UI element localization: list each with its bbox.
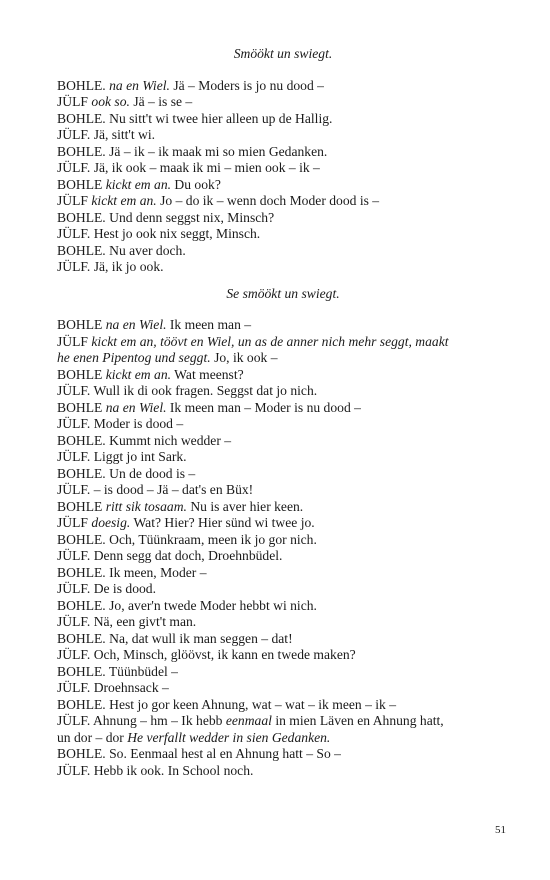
dialogue-line [57, 697, 509, 714]
stage-direction-inline: eenmaal [225, 713, 272, 728]
speaker-name: BOHLE [57, 317, 103, 332]
page-number: 51 [495, 824, 506, 836]
dialogue-line [57, 515, 509, 532]
speaker-name: JÜLF [57, 94, 88, 109]
dialogue-line [57, 598, 509, 615]
dialogue-line [57, 383, 509, 400]
dialogue-line [57, 94, 509, 111]
dialogue-text: Droehnsack – [93, 680, 169, 695]
text-column [57, 46, 509, 779]
dialogue-text: Moder is dood – [93, 416, 184, 431]
stage-direction-inline: na en Wiel. [105, 399, 167, 415]
speaker-name: BOHLE. [57, 630, 106, 646]
speaker-name: BOHLE. [57, 209, 106, 225]
dialogue-line [57, 210, 509, 227]
dialogue-section-2 [57, 317, 509, 779]
dialogue-text: Na, dat wull ik man seggen – dat! [109, 630, 293, 646]
speaker-name: BOHLE. [57, 746, 106, 761]
stage-direction-inline: kickt em an, töövt en Wiel, un as de anner nich mehr seggt, maakt [91, 333, 449, 349]
speaker-name: JÜLF [57, 193, 88, 208]
speaker-name: JÜLF. [57, 548, 91, 563]
dialogue-text: Du ook? [174, 176, 221, 192]
stage-direction-inline: kickt em an. [105, 366, 172, 382]
dialogue-line [57, 631, 509, 648]
speaker-name: BOHLE. [57, 110, 106, 126]
stage-direction: Se smöökt un swiegt. [226, 285, 340, 301]
dialogue-line [57, 466, 509, 483]
dialogue-text: in mien Läven en Ahnung hatt, [275, 713, 444, 728]
dialogue-line [57, 334, 509, 351]
dialogue-text: Jä, ik jo ook. [93, 259, 164, 274]
speaker-name: BOHLE. [57, 564, 106, 580]
dialogue-text: Jä, sitt't wi. [93, 127, 156, 142]
dialogue-line [57, 160, 509, 177]
dialogue-line [57, 647, 509, 664]
dialogue-line [57, 177, 509, 194]
dialogue-text: Och, Tüünkraam, meen ik jo gor nich. [109, 531, 317, 547]
stage-direction-inline: he enen Pipentog und seggt. [57, 350, 211, 365]
dialogue-line [57, 400, 509, 417]
speaker-name: JÜLF [57, 333, 88, 349]
dialogue-line [57, 226, 509, 243]
dialogue-line [57, 433, 509, 450]
dialogue-line [57, 350, 509, 367]
dialogue-text: Nä, een givt't man. [93, 614, 197, 629]
speaker-name: BOHLE [57, 366, 103, 382]
speaker-name: JÜLF. [57, 614, 91, 629]
dialogue-line [57, 763, 509, 780]
speaker-name: JÜLF. [57, 259, 91, 274]
speaker-name: BOHLE. [57, 77, 106, 93]
dialogue-line [57, 78, 509, 95]
speaker-name: BOHLE. [57, 696, 106, 712]
dialogue-text: Och, Minsch, glöövst, ik kann en twede maken? [93, 647, 356, 662]
speaker-name: BOHLE. [57, 242, 106, 258]
speaker-name: JÜLF. [57, 449, 91, 464]
dialogue-text: Hest jo ook nix seggt, Minsch. [93, 226, 261, 241]
dialogue-section-1 [57, 78, 509, 276]
speaker-name: BOHLE [57, 399, 103, 415]
dialogue-text: Hest jo gor keen Ahnung, wat – wat – ik meen – ik – [109, 696, 397, 712]
dialogue-line [57, 482, 509, 499]
dialogue-text: Nu sitt't wi twee hier alleen up de Hallig. [109, 110, 333, 126]
dialogue-text: Jo, aver'n twede Moder hebbt wi nich. [109, 597, 317, 613]
dialogue-text: Ahnung – hm – Ik hebb [92, 713, 223, 728]
dialogue-text: Jä – ik – ik maak mi so mien Gedanken. [109, 143, 328, 159]
dialogue-text: Ik meen man – [169, 317, 252, 332]
dialogue-line [57, 614, 509, 631]
speaker-name: JÜLF. [57, 160, 91, 175]
dialogue-line [57, 367, 509, 384]
speaker-name: JÜLF. [57, 127, 91, 142]
dialogue-line [57, 127, 509, 144]
dialogue-line [57, 193, 509, 210]
speaker-name: JÜLF. [57, 581, 91, 596]
dialogue-line [57, 713, 509, 730]
speaker-name: BOHLE. [57, 143, 106, 159]
speaker-name: JÜLF. [57, 762, 91, 778]
dialogue-text: Jä – is se – [133, 94, 193, 109]
dialogue-line [57, 317, 509, 334]
speaker-name: BOHLE. [57, 432, 106, 448]
dialogue-text: Wat? Hier? Hier sünd wi twee jo. [133, 515, 315, 530]
stage-direction-inline: ook so. [91, 94, 130, 109]
dialogue-text: – is dood – Jä – dat's en Büx! [93, 482, 254, 497]
dialogue-line [57, 111, 509, 128]
dialogue-line [57, 259, 509, 276]
dialogue-line [57, 565, 509, 582]
dialogue-text: Un de dood is – [109, 465, 196, 481]
dialogue-line [57, 532, 509, 549]
speaker-name: BOHLE. [57, 663, 106, 679]
dialogue-text: Hebb ik ook. In School noch. [93, 762, 254, 778]
dialogue-line [57, 581, 509, 598]
speaker-name: JÜLF [57, 515, 88, 530]
dialogue-line [57, 449, 509, 466]
dialogue-text: Denn segg dat doch, Droehnbüdel. [93, 548, 283, 563]
dialogue-text: Tüünbüdel – [108, 663, 178, 679]
dialogue-text: Und denn seggst nix, Minsch? [109, 209, 275, 225]
stage-direction-inline: na en Wiel. [105, 317, 167, 332]
speaker-name: JÜLF. [57, 383, 91, 398]
dialogue-line [57, 680, 509, 697]
dialogue-text: Wat meenst? [174, 366, 244, 382]
speaker-name: BOHLE. [57, 597, 106, 613]
dialogue-text: Jo, ik ook – [214, 350, 278, 365]
dialogue-text: De is dood. [93, 581, 156, 596]
stage-direction-inline: He verfallt wedder in sien Gedanken. [127, 729, 331, 745]
dialogue-text: Liggt jo int Sark. [93, 449, 187, 464]
dialogue-line [57, 144, 509, 161]
dialogue-text: Ik meen, Moder – [109, 564, 207, 580]
dialogue-text: Jo – do ik – wenn doch Moder dood is – [160, 193, 380, 208]
dialogue-text: Jä – Moders is jo nu dood – [173, 77, 324, 93]
dialogue-line [57, 416, 509, 433]
dialogue-text: un dor – dor [57, 729, 124, 745]
dialogue-text: Kummt nich wedder – [109, 432, 232, 448]
dialogue-line [57, 548, 509, 565]
speaker-name: JÜLF. [57, 680, 91, 695]
dialogue-line [57, 746, 509, 763]
dialogue-text: So. Eenmaal hest al en Ahnung hatt – So – [109, 746, 341, 761]
dialogue-line [57, 664, 509, 681]
speaker-name: JÜLF. [57, 713, 91, 728]
dialogue-line [57, 499, 509, 516]
dialogue-text: Ik meen man – Moder is nu dood – [169, 399, 361, 415]
stage-direction-inline: doesig. [91, 515, 131, 530]
dialogue-text: Nu is aver hier keen. [190, 498, 304, 514]
speaker-name: BOHLE. [57, 531, 106, 547]
stage-direction-inline: kickt em an. [91, 193, 157, 208]
dialogue-text: Jä, ik ook – maak ik mi – mien ook – ik – [93, 160, 320, 175]
speaker-name: JÜLF. [57, 416, 91, 431]
speaker-name: BOHLE [57, 498, 103, 514]
speaker-name: JÜLF. [57, 226, 91, 241]
stage-direction-inline: kickt em an. [105, 176, 172, 192]
speaker-name: BOHLE [57, 176, 103, 192]
speaker-name: BOHLE. [57, 465, 106, 481]
stage-direction-inline: ritt sik tosaam. [105, 498, 187, 514]
dialogue-text: Wull ik di ook fragen. Seggst dat jo nich. [93, 383, 318, 398]
speaker-name: JÜLF. [57, 482, 91, 497]
dialogue-line [57, 243, 509, 260]
dialogue-text: Nu aver doch. [109, 242, 186, 258]
stage-direction: Smöökt un swiegt. [233, 46, 333, 61]
dialogue-line [57, 730, 509, 747]
speaker-name: JÜLF. [57, 647, 91, 662]
stage-direction-inline: na en Wiel. [109, 77, 170, 93]
